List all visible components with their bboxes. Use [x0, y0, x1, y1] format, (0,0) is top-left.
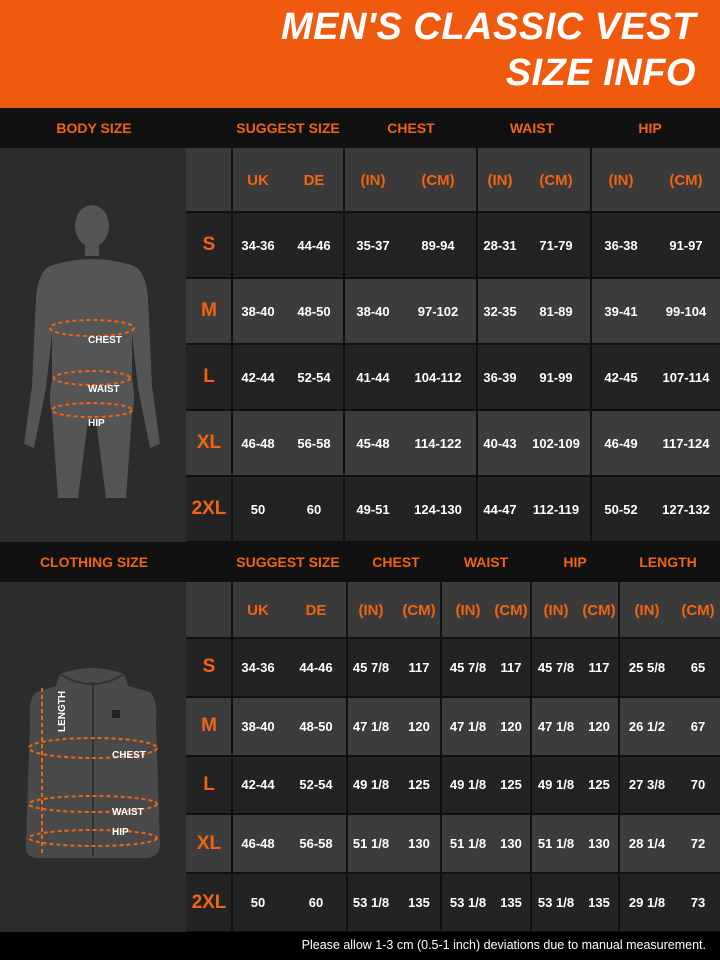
body-table-cell: 46-49 — [604, 435, 638, 451]
clothing-table-cell: 53 1/8 — [537, 895, 575, 911]
clothing-subheader: (IN) — [543, 601, 569, 619]
clothing-table-cell: 45 7/8 — [449, 659, 487, 675]
clothing-size-header-bar — [0, 542, 720, 582]
body-table-cell: 35-37 — [356, 237, 390, 253]
body-size-label: S — [202, 234, 216, 255]
clothing-size-label: XL — [196, 832, 222, 854]
title-line-2: SIZE INFO — [505, 52, 696, 94]
body-table-cell: 52-54 — [297, 369, 331, 385]
body-size-label: M — [201, 300, 217, 321]
clothing-table-cell: 120 — [408, 718, 430, 734]
body-table-cell: 36-39 — [483, 369, 517, 385]
body-table-cell: 49-51 — [356, 501, 390, 517]
clothing-table-cell: 49 1/8 — [537, 777, 575, 793]
clothing-row-divider — [186, 637, 720, 639]
clothing-table-cell: 42-44 — [241, 777, 275, 793]
clothing-subheader: (CM) — [402, 601, 436, 619]
clothing-table-cell: 56-58 — [299, 836, 333, 852]
clothing-table-cell: 73 — [690, 895, 706, 911]
clothing-table-cell: 117 — [588, 659, 610, 675]
clothing-table-cell: 47 1/8 — [449, 718, 487, 734]
body-subheader: (CM) — [669, 171, 703, 189]
clothing-table-cell: 130 — [500, 836, 522, 852]
vest-silhouette-icon — [0, 582, 186, 932]
body-table-cell: 36-38 — [604, 237, 638, 253]
vest-figure-panel — [0, 582, 186, 932]
body-table-cell: 56-58 — [297, 435, 331, 451]
clothing-table-cell: 117 — [408, 659, 430, 675]
clothing-subheader: (IN) — [634, 601, 660, 619]
clothing-table-cell: 120 — [500, 718, 522, 734]
clothing-table-cell: 135 — [500, 895, 522, 911]
clothing-table-cell: 46-48 — [241, 836, 275, 852]
clothing-table-cell: 45 7/8 — [537, 659, 575, 675]
clothing-subheader: (CM) — [582, 601, 616, 619]
body-subheader: DE — [303, 171, 325, 189]
clothing-subheader: UK — [247, 601, 269, 619]
figure-hip-label: HIP — [88, 418, 105, 429]
body-subheader: (IN) — [360, 171, 386, 189]
clothing-table-cell: 47 1/8 — [537, 718, 575, 734]
body-subheader: UK — [247, 171, 269, 189]
chest-heading-2: CHEST — [372, 554, 420, 570]
body-table-cell: 34-36 — [241, 237, 275, 253]
clothing-table-cell: 51 1/8 — [352, 836, 390, 852]
clothing-table-cell: 38-40 — [241, 718, 275, 734]
clothing-table-cell: 50 — [250, 895, 266, 911]
figure-length-label: LENGTH — [57, 690, 68, 732]
body-subheader: (CM) — [421, 171, 455, 189]
clothing-size-label: S — [202, 656, 216, 678]
body-table-cell: 48-50 — [297, 303, 331, 319]
body-size-label: 2XL — [191, 498, 227, 519]
clothing-table-cell: 67 — [690, 718, 706, 734]
body-row-divider — [186, 211, 720, 213]
clothing-table-cell: 44-46 — [299, 659, 333, 675]
clothing-size-label: 2XL — [191, 891, 227, 913]
clothing-table-cell: 60 — [308, 895, 324, 911]
clothing-table-cell: 125 — [408, 777, 430, 793]
body-size-header-bar — [0, 108, 720, 148]
clothing-table-cell: 125 — [588, 777, 610, 793]
clothing-table-cell: 25 5/8 — [628, 659, 666, 675]
clothing-subheader: (IN) — [358, 601, 384, 619]
suggest-size-heading-2: SUGGEST SIZE — [236, 554, 340, 570]
body-column-divider — [590, 148, 592, 542]
length-heading: LENGTH — [639, 554, 697, 570]
measurement-note: Please allow 1-3 cm (0.5-1 inch) deviations due to manual measurement. — [301, 938, 706, 952]
clothing-table-cell: 48-50 — [299, 718, 333, 734]
body-table-cell: 46-48 — [241, 435, 275, 451]
body-row-divider — [186, 277, 720, 279]
clothing-column-divider — [530, 582, 532, 932]
body-table-cell: 89-94 — [421, 237, 455, 253]
clothing-table-cell: 28 1/4 — [628, 836, 666, 852]
figure-chest-label: CHEST — [88, 335, 122, 346]
body-table-cell: 44-46 — [297, 237, 331, 253]
clothing-table-cell: 70 — [690, 777, 706, 793]
clothing-table-cell: 135 — [408, 895, 430, 911]
body-table-cell: 50 — [250, 501, 266, 517]
body-size-label: XL — [196, 432, 222, 453]
clothing-row-divider — [186, 813, 720, 815]
waist-heading-2: WAIST — [463, 554, 509, 570]
title-line-1: MEN'S CLASSIC VEST — [281, 6, 696, 48]
clothing-table-cell: 130 — [408, 836, 430, 852]
clothing-size-label: L — [203, 773, 215, 795]
clothing-column-divider — [618, 582, 620, 932]
body-table-cell: 42-44 — [241, 369, 275, 385]
figure-waist-label-2: WAIST — [112, 807, 144, 818]
body-table-cell: 44-47 — [483, 501, 517, 517]
body-table-cell: 127-132 — [662, 501, 710, 517]
body-size-label: L — [203, 366, 215, 387]
body-subheader: (CM) — [539, 171, 573, 189]
clothing-table-cell: 49 1/8 — [352, 777, 390, 793]
clothing-column-divider — [440, 582, 442, 932]
clothing-table-cell: 72 — [690, 836, 706, 852]
clothing-table-cell: 47 1/8 — [352, 718, 390, 734]
clothing-size-table — [186, 582, 720, 932]
clothing-row-divider — [186, 696, 720, 698]
clothing-table-cell: 34-36 — [241, 659, 275, 675]
clothing-table-cell: 27 3/8 — [628, 777, 666, 793]
clothing-table-cell: 117 — [500, 659, 522, 675]
body-table-cell: 97-102 — [417, 303, 459, 319]
body-table-cell: 99-104 — [665, 303, 707, 319]
clothing-column-divider — [231, 582, 233, 932]
clothing-table-cell: 29 1/8 — [628, 895, 666, 911]
clothing-table-cell: 120 — [588, 718, 610, 734]
header-banner — [0, 0, 720, 108]
hip-heading: HIP — [638, 120, 662, 136]
body-figure-panel — [0, 148, 186, 542]
clothing-table-cell: 125 — [500, 777, 522, 793]
body-table-cell: 28-31 — [483, 237, 517, 253]
body-table-cell: 124-130 — [414, 501, 462, 517]
hip-heading-2: HIP — [563, 554, 587, 570]
body-table-cell: 104-112 — [414, 369, 462, 385]
clothing-row-divider — [186, 872, 720, 874]
clothing-row-divider — [186, 755, 720, 757]
body-table-cell: 102-109 — [532, 435, 580, 451]
body-size-heading: BODY SIZE — [56, 120, 132, 136]
clothing-table-cell: 53 1/8 — [449, 895, 487, 911]
clothing-table-cell: 51 1/8 — [449, 836, 487, 852]
clothing-size-label: M — [201, 715, 217, 737]
figure-waist-label: WAIST — [88, 384, 120, 395]
body-row-divider — [186, 343, 720, 345]
body-table-cell: 107-114 — [662, 369, 710, 385]
clothing-table-cell: 52-54 — [299, 777, 333, 793]
clothing-subheader: (IN) — [455, 601, 481, 619]
clothing-table-cell: 51 1/8 — [537, 836, 575, 852]
body-column-divider — [343, 148, 345, 542]
body-table-cell: 32-35 — [483, 303, 517, 319]
body-table-cell: 50-52 — [604, 501, 638, 517]
body-subheader: (IN) — [487, 171, 513, 189]
clothing-column-divider — [346, 582, 348, 932]
body-table-cell: 38-40 — [241, 303, 275, 319]
body-table-cell: 112-119 — [532, 501, 580, 517]
body-table-cell: 41-44 — [356, 369, 390, 385]
body-table-cell: 38-40 — [356, 303, 390, 319]
clothing-subheader: (CM) — [681, 601, 715, 619]
clothing-subheader: (CM) — [494, 601, 528, 619]
body-table-cell: 45-48 — [356, 435, 390, 451]
body-row-divider — [186, 409, 720, 411]
clothing-table-cell: 49 1/8 — [449, 777, 487, 793]
waist-heading: WAIST — [509, 120, 555, 136]
body-table-cell: 91-99 — [539, 369, 573, 385]
body-column-divider — [231, 148, 233, 542]
chest-heading: CHEST — [387, 120, 435, 136]
footer-note-bar — [0, 932, 720, 960]
clothing-subheader: DE — [305, 601, 327, 619]
figure-chest-label-2: CHEST — [112, 750, 146, 761]
body-table-cell: 91-97 — [669, 237, 703, 253]
body-table-cell: 39-41 — [604, 303, 638, 319]
body-table-cell: 117-124 — [662, 435, 710, 451]
body-table-cell: 60 — [306, 501, 322, 517]
body-size-table — [186, 148, 720, 542]
suggest-size-heading: SUGGEST SIZE — [236, 120, 340, 136]
body-subheader: (IN) — [608, 171, 634, 189]
clothing-table-cell: 45 7/8 — [352, 659, 390, 675]
body-table-cell: 114-122 — [414, 435, 462, 451]
body-table-cell: 81-89 — [539, 303, 573, 319]
figure-hip-label-2: HIP — [112, 827, 129, 838]
clothing-table-cell: 135 — [588, 895, 610, 911]
body-column-divider — [476, 148, 478, 542]
clothing-table-cell: 65 — [690, 659, 706, 675]
body-table-cell: 71-79 — [539, 237, 573, 253]
clothing-table-cell: 130 — [588, 836, 610, 852]
clothing-size-heading: CLOTHING SIZE — [39, 554, 149, 570]
body-row-divider — [186, 475, 720, 477]
clothing-table-cell: 26 1/2 — [628, 718, 666, 734]
clothing-table-cell: 53 1/8 — [352, 895, 390, 911]
body-table-cell: 40-43 — [483, 435, 517, 451]
body-table-cell: 42-45 — [604, 369, 638, 385]
